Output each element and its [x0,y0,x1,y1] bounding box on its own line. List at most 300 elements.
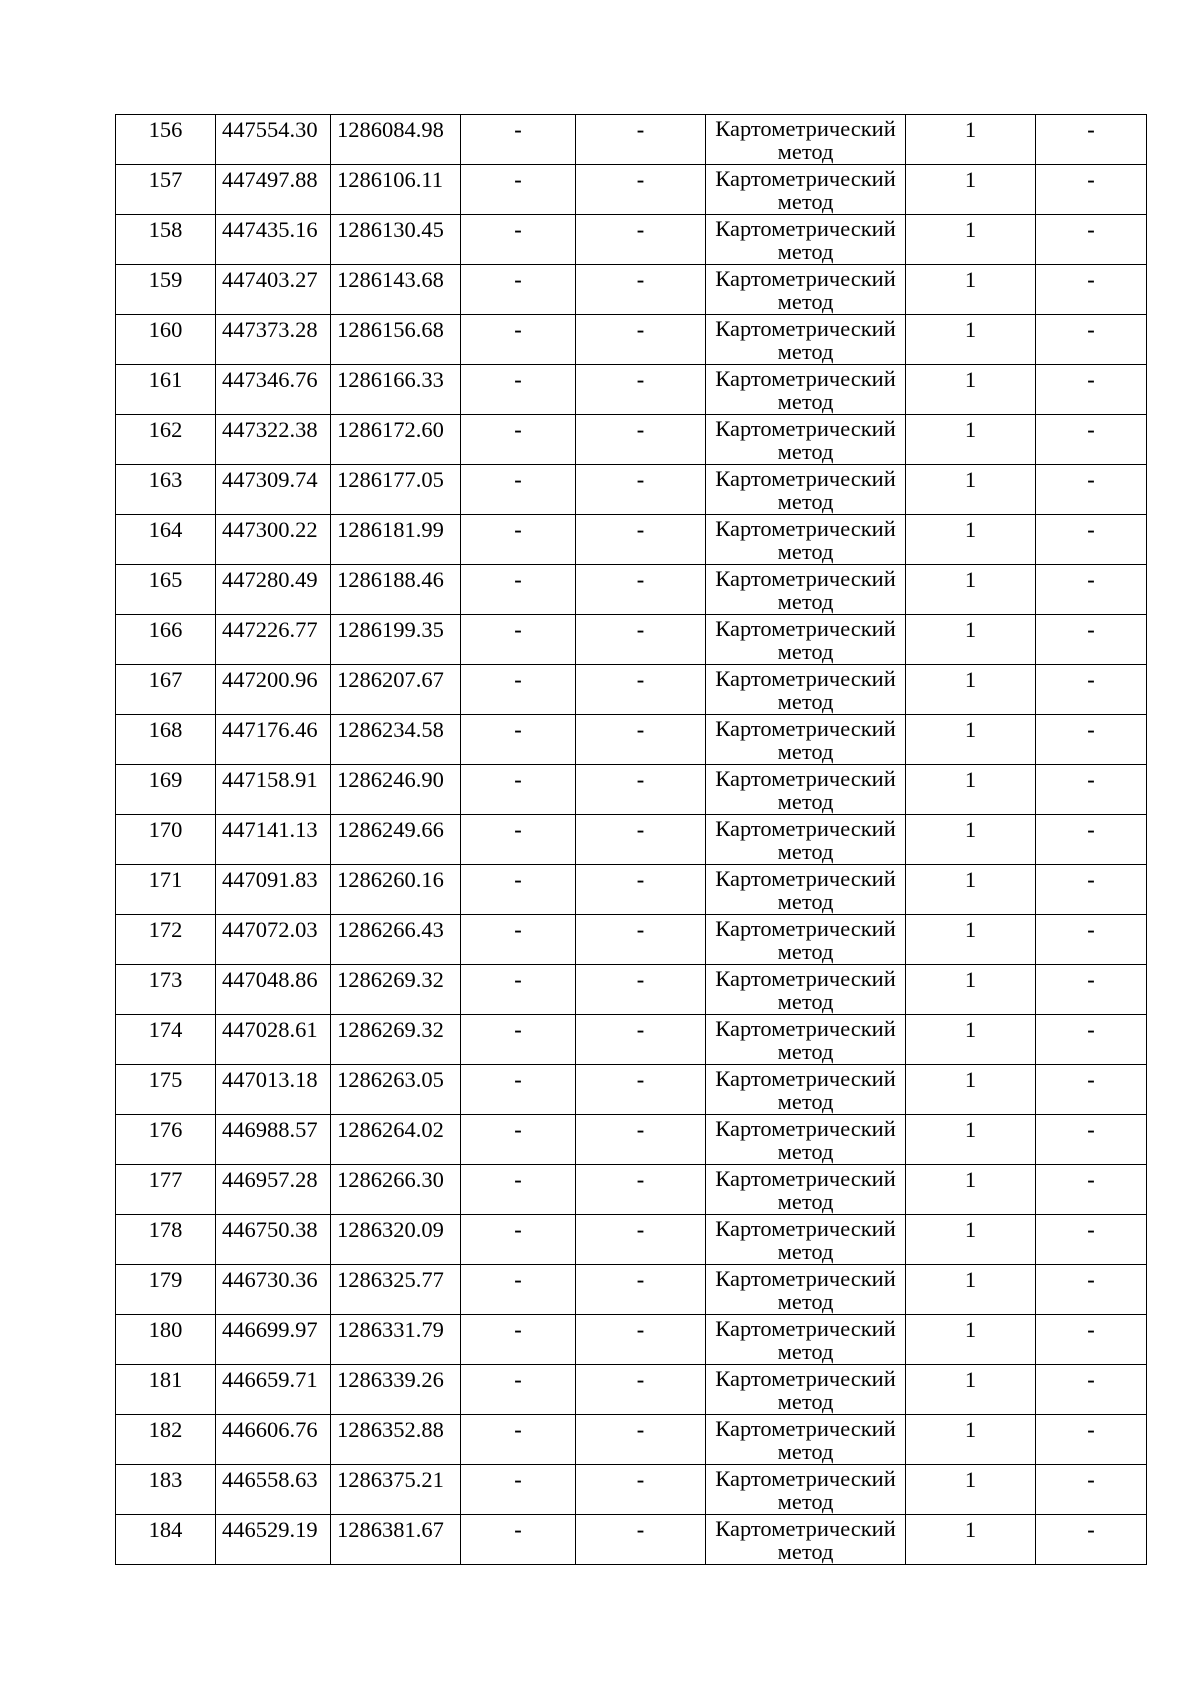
cell-point-number [116,1015,216,1065]
cell-col5-text: - [636,1017,645,1042]
table-row [116,465,1147,515]
cell-col8-text: - [1087,267,1095,292]
cell-col4-text: - [514,1317,522,1342]
cell-point-number-text: 158 [148,217,183,242]
cell-method [706,1065,906,1115]
cell-col7-text: 1 [964,767,977,792]
cell-method-text: Картометрический метод [715,1016,896,1064]
cell-col5-text: - [636,1417,645,1442]
cell-x-coordinate [216,465,331,515]
cell-x-coordinate-text: 447322.38 [222,417,318,442]
cell-x-coordinate [216,1465,331,1515]
table-row [116,1265,1147,1315]
cell-col4 [461,265,576,315]
cell-col5-text: - [636,217,645,242]
cell-col5-text: - [636,967,645,992]
cell-col7-text: 1 [964,517,977,542]
cell-col4 [461,1215,576,1265]
cell-method [706,965,906,1015]
cell-y-coordinate [331,365,461,415]
cell-x-coordinate-text: 446606.76 [222,1417,318,1442]
cell-col5-text: - [636,1267,645,1292]
cell-col7 [906,165,1036,215]
cell-col7 [906,115,1036,165]
cell-point-number-text: 165 [148,567,183,592]
cell-x-coordinate-text: 447309.74 [222,467,318,492]
cell-method [706,1115,906,1165]
cell-col5 [576,965,706,1015]
cell-x-coordinate [216,915,331,965]
cell-col4-text: - [514,1267,522,1292]
cell-point-number [116,1215,216,1265]
cell-method-text: Картометрический метод [715,1116,896,1164]
cell-col7-text: 1 [964,417,977,442]
cell-col8 [1036,915,1147,965]
cell-y-coordinate-text: 1286260.16 [337,867,444,892]
table-row [116,1315,1147,1365]
cell-col7-text: 1 [964,367,977,392]
cell-col7 [906,415,1036,465]
cell-y-coordinate-text: 1286181.99 [337,517,444,542]
cell-point-number-text: 168 [148,717,183,742]
table-row [116,1515,1147,1565]
cell-col5-text: - [636,1167,645,1192]
cell-col5 [576,515,706,565]
cell-y-coordinate [331,115,461,165]
cell-method [706,915,906,965]
cell-point-number [116,865,216,915]
cell-y-coordinate [331,815,461,865]
cell-point-number [116,365,216,415]
cell-y-coordinate-text: 1286130.45 [337,217,444,242]
cell-y-coordinate [331,465,461,515]
cell-col5 [576,615,706,665]
cell-col7 [906,315,1036,365]
cell-point-number [116,565,216,615]
cell-col8 [1036,1365,1147,1415]
cell-col4-text: - [514,1217,522,1242]
cell-col5-text: - [636,1467,645,1492]
cell-col7 [906,1065,1036,1115]
cell-point-number-text: 170 [148,817,183,842]
table-row [116,1065,1147,1115]
cell-point-number-text: 176 [148,1117,183,1142]
cell-method-text: Картометрический метод [715,366,896,414]
cell-x-coordinate-text: 446988.57 [222,1117,318,1142]
cell-col7 [906,665,1036,715]
cell-point-number [116,1065,216,1115]
cell-col5 [576,1465,706,1515]
cell-col7 [906,1165,1036,1215]
cell-col8-text: - [1087,467,1095,492]
cell-col8-text: - [1087,1117,1095,1142]
cell-y-coordinate-text: 1286156.68 [337,317,444,342]
cell-col4-text: - [514,1517,522,1542]
cell-col7 [906,1315,1036,1365]
cell-col4 [461,815,576,865]
cell-col7 [906,565,1036,615]
cell-method-text: Картометрический метод [715,716,896,764]
cell-point-number-text: 169 [148,767,183,792]
cell-point-number-text: 175 [148,1067,183,1092]
cell-col8-text: - [1087,617,1095,642]
cell-col4-text: - [514,867,522,892]
cell-method-text: Картометрический метод [715,166,896,214]
cell-x-coordinate [216,365,331,415]
cell-col5 [576,315,706,365]
cell-col7 [906,615,1036,665]
coordinates-table [115,114,1147,1565]
cell-col8 [1036,1265,1147,1315]
cell-y-coordinate [331,1015,461,1065]
cell-point-number [116,1315,216,1365]
cell-y-coordinate-text: 1286269.32 [337,967,444,992]
cell-x-coordinate [216,765,331,815]
cell-point-number-text: 182 [148,1417,183,1442]
cell-x-coordinate [216,1065,331,1115]
cell-y-coordinate-text: 1286339.26 [337,1367,444,1392]
cell-col5 [576,215,706,265]
cell-method-text: Картометрический метод [715,516,896,564]
cell-col8 [1036,715,1147,765]
cell-col4-text: - [514,267,522,292]
cell-method [706,265,906,315]
cell-method-text: Картометрический метод [715,566,896,614]
cell-col4 [461,665,576,715]
cell-col8 [1036,1315,1147,1365]
cell-col8-text: - [1087,317,1095,342]
cell-method [706,1015,906,1065]
cell-x-coordinate [216,1365,331,1415]
cell-method [706,615,906,665]
cell-x-coordinate [216,415,331,465]
cell-col8-text: - [1087,1317,1095,1342]
cell-col5-text: - [636,317,645,342]
cell-col4-text: - [514,667,522,692]
cell-point-number [116,1165,216,1215]
cell-col4-text: - [514,217,522,242]
cell-method-text: Картометрический метод [715,666,896,714]
cell-y-coordinate-text: 1286199.35 [337,617,444,642]
cell-col8-text: - [1087,367,1095,392]
cell-col7-text: 1 [964,1267,977,1292]
cell-col8 [1036,965,1147,1015]
cell-col8 [1036,515,1147,565]
cell-col5 [576,1115,706,1165]
cell-method-text: Картометрический метод [715,416,896,464]
cell-method [706,165,906,215]
cell-col8 [1036,865,1147,915]
cell-method-text: Картометрический метод [715,216,896,264]
cell-col5-text: - [636,767,645,792]
cell-col8-text: - [1087,1467,1095,1492]
cell-col4 [461,1365,576,1415]
cell-y-coordinate [331,1115,461,1165]
cell-method [706,1265,906,1315]
cell-y-coordinate-text: 1286381.67 [337,1517,444,1542]
cell-col4-text: - [514,1117,522,1142]
cell-col4 [461,215,576,265]
cell-point-number-text: 172 [148,917,183,942]
cell-point-number-text: 179 [148,1267,183,1292]
cell-col7 [906,1015,1036,1065]
cell-col4 [461,415,576,465]
cell-col7 [906,515,1036,565]
cell-col4-text: - [514,517,522,542]
cell-point-number-text: 178 [148,1217,183,1242]
table-row [116,1415,1147,1465]
cell-x-coordinate [216,965,331,1015]
cell-col8-text: - [1087,667,1095,692]
cell-col5 [576,1215,706,1265]
cell-x-coordinate-text: 446659.71 [222,1367,318,1392]
cell-col8-text: - [1087,167,1095,192]
cell-y-coordinate-text: 1286106.11 [337,167,444,192]
cell-point-number [116,915,216,965]
cell-y-coordinate-text: 1286269.32 [337,1017,444,1042]
table-row [116,765,1147,815]
cell-method-text: Картометрический метод [715,1216,896,1264]
cell-col7 [906,865,1036,915]
cell-y-coordinate-text: 1286266.43 [337,917,444,942]
cell-x-coordinate [216,1115,331,1165]
cell-col5-text: - [636,167,645,192]
cell-y-coordinate [331,1065,461,1115]
cell-method-text: Картометрический метод [715,866,896,914]
cell-col8 [1036,1515,1147,1565]
cell-col4 [461,915,576,965]
cell-col4-text: - [514,617,522,642]
cell-col8 [1036,565,1147,615]
cell-col8 [1036,165,1147,215]
cell-method [706,1165,906,1215]
cell-method-text: Картометрический метод [715,816,896,864]
cell-col4-text: - [514,567,522,592]
cell-col8 [1036,665,1147,715]
cell-col5 [576,265,706,315]
cell-col5-text: - [636,817,645,842]
cell-y-coordinate [331,1515,461,1565]
table-row [116,565,1147,615]
cell-y-coordinate-text: 1286266.30 [337,1167,444,1192]
cell-method [706,415,906,465]
cell-col8-text: - [1087,1217,1095,1242]
cell-x-coordinate [216,265,331,315]
cell-point-number-text: 183 [148,1467,183,1492]
cell-x-coordinate [216,1265,331,1315]
cell-col7 [906,465,1036,515]
cell-x-coordinate [216,1315,331,1365]
cell-point-number-text: 180 [148,1317,183,1342]
cell-x-coordinate-text: 447013.18 [222,1067,318,1092]
cell-x-coordinate [216,865,331,915]
cell-y-coordinate [331,865,461,915]
cell-y-coordinate [331,515,461,565]
cell-x-coordinate-text: 447200.96 [222,667,318,692]
cell-method [706,1515,906,1565]
cell-col8-text: - [1087,1267,1095,1292]
cell-col7-text: 1 [964,867,977,892]
cell-col5-text: - [636,517,645,542]
cell-col8 [1036,1165,1147,1215]
table-row [116,665,1147,715]
cell-col5-text: - [636,367,645,392]
cell-point-number [116,115,216,165]
cell-x-coordinate-text: 446699.97 [222,1317,318,1342]
cell-y-coordinate [331,1315,461,1365]
cell-col5-text: - [636,1067,645,1092]
cell-col4 [461,965,576,1015]
cell-col8-text: - [1087,817,1095,842]
cell-point-number [116,165,216,215]
cell-method-text: Картометрический метод [715,616,896,664]
table-row [116,1365,1147,1415]
cell-col4 [461,365,576,415]
cell-y-coordinate-text: 1286249.66 [337,817,444,842]
cell-col7-text: 1 [964,317,977,342]
cell-point-number-text: 166 [148,617,183,642]
table-row [116,515,1147,565]
cell-x-coordinate-text: 447280.49 [222,567,318,592]
cell-col5 [576,1415,706,1465]
table-row [116,865,1147,915]
cell-y-coordinate-text: 1286166.33 [337,367,444,392]
cell-col5 [576,1165,706,1215]
cell-col4-text: - [514,167,522,192]
cell-y-coordinate [331,615,461,665]
cell-col7-text: 1 [964,1167,977,1192]
cell-col8-text: - [1087,1017,1095,1042]
cell-col5 [576,165,706,215]
cell-point-number-text: 156 [148,117,183,142]
cell-col5-text: - [636,1517,645,1542]
cell-col7-text: 1 [964,617,977,642]
cell-x-coordinate [216,115,331,165]
cell-col4-text: - [514,1417,522,1442]
cell-col7-text: 1 [964,1317,977,1342]
cell-y-coordinate [331,1265,461,1315]
cell-col4-text: - [514,1467,522,1492]
cell-col8-text: - [1087,767,1095,792]
cell-col4 [461,1465,576,1515]
cell-col7 [906,365,1036,415]
cell-point-number [116,265,216,315]
cell-col4-text: - [514,1167,522,1192]
cell-method [706,665,906,715]
cell-x-coordinate [216,315,331,365]
cell-method-text: Картометрический метод [715,1366,896,1414]
cell-point-number [116,215,216,265]
cell-x-coordinate [216,565,331,615]
cell-col7 [906,765,1036,815]
cell-point-number [116,615,216,665]
cell-col4-text: - [514,717,522,742]
cell-col7 [906,1415,1036,1465]
cell-method [706,1465,906,1515]
cell-col5 [576,415,706,465]
cell-col7-text: 1 [964,217,977,242]
cell-x-coordinate-text: 446750.38 [222,1217,318,1242]
cell-y-coordinate-text: 1286234.58 [337,717,444,742]
cell-y-coordinate [331,265,461,315]
cell-x-coordinate-text: 447091.83 [222,867,318,892]
cell-method [706,1415,906,1465]
cell-method [706,365,906,415]
table-row [116,365,1147,415]
cell-col5 [576,665,706,715]
cell-point-number [116,515,216,565]
cell-point-number [116,715,216,765]
cell-col8 [1036,1015,1147,1065]
cell-method-text: Картометрический метод [715,1066,896,1114]
cell-col5-text: - [636,717,645,742]
cell-y-coordinate-text: 1286320.09 [337,1217,444,1242]
cell-y-coordinate [331,1415,461,1465]
table-row [116,315,1147,365]
cell-point-number [116,965,216,1015]
cell-col8-text: - [1087,117,1095,142]
cell-method [706,715,906,765]
table-row [116,815,1147,865]
cell-col4 [461,465,576,515]
cell-x-coordinate [216,515,331,565]
cell-col8 [1036,265,1147,315]
cell-y-coordinate-text: 1286172.60 [337,417,444,442]
cell-method-text: Картометрический метод [715,916,896,964]
cell-x-coordinate-text: 447403.27 [222,267,318,292]
cell-col8 [1036,1215,1147,1265]
cell-col5-text: - [636,267,645,292]
cell-col4-text: - [514,1367,522,1392]
cell-col4-text: - [514,817,522,842]
cell-method-text: Картометрический метод [715,316,896,364]
cell-method-text: Картометрический метод [715,1266,896,1314]
cell-col4 [461,865,576,915]
cell-x-coordinate-text: 447497.88 [222,167,318,192]
table-row [116,1015,1147,1065]
cell-method [706,315,906,365]
cell-col5 [576,1315,706,1365]
cell-col5 [576,465,706,515]
cell-col7 [906,1515,1036,1565]
cell-y-coordinate-text: 1286246.90 [337,767,444,792]
table-row [116,215,1147,265]
cell-col8 [1036,1115,1147,1165]
cell-point-number-text: 171 [148,867,183,892]
cell-col5-text: - [636,467,645,492]
cell-y-coordinate-text: 1286188.46 [337,567,444,592]
cell-col4-text: - [514,317,522,342]
cell-x-coordinate-text: 447373.28 [222,317,318,342]
cell-col8 [1036,465,1147,515]
cell-col4-text: - [514,967,522,992]
cell-x-coordinate-text: 447176.46 [222,717,318,742]
cell-col8-text: - [1087,1167,1095,1192]
cell-col7 [906,1115,1036,1165]
cell-method [706,565,906,615]
cell-method [706,115,906,165]
cell-col8-text: - [1087,417,1095,442]
cell-method [706,865,906,915]
cell-col5-text: - [636,117,645,142]
cell-col7-text: 1 [964,817,977,842]
cell-col7-text: 1 [964,267,977,292]
cell-col4 [461,1515,576,1565]
cell-x-coordinate-text: 447072.03 [222,917,318,942]
cell-col7 [906,1265,1036,1315]
cell-col7-text: 1 [964,1217,977,1242]
cell-col8 [1036,1065,1147,1115]
